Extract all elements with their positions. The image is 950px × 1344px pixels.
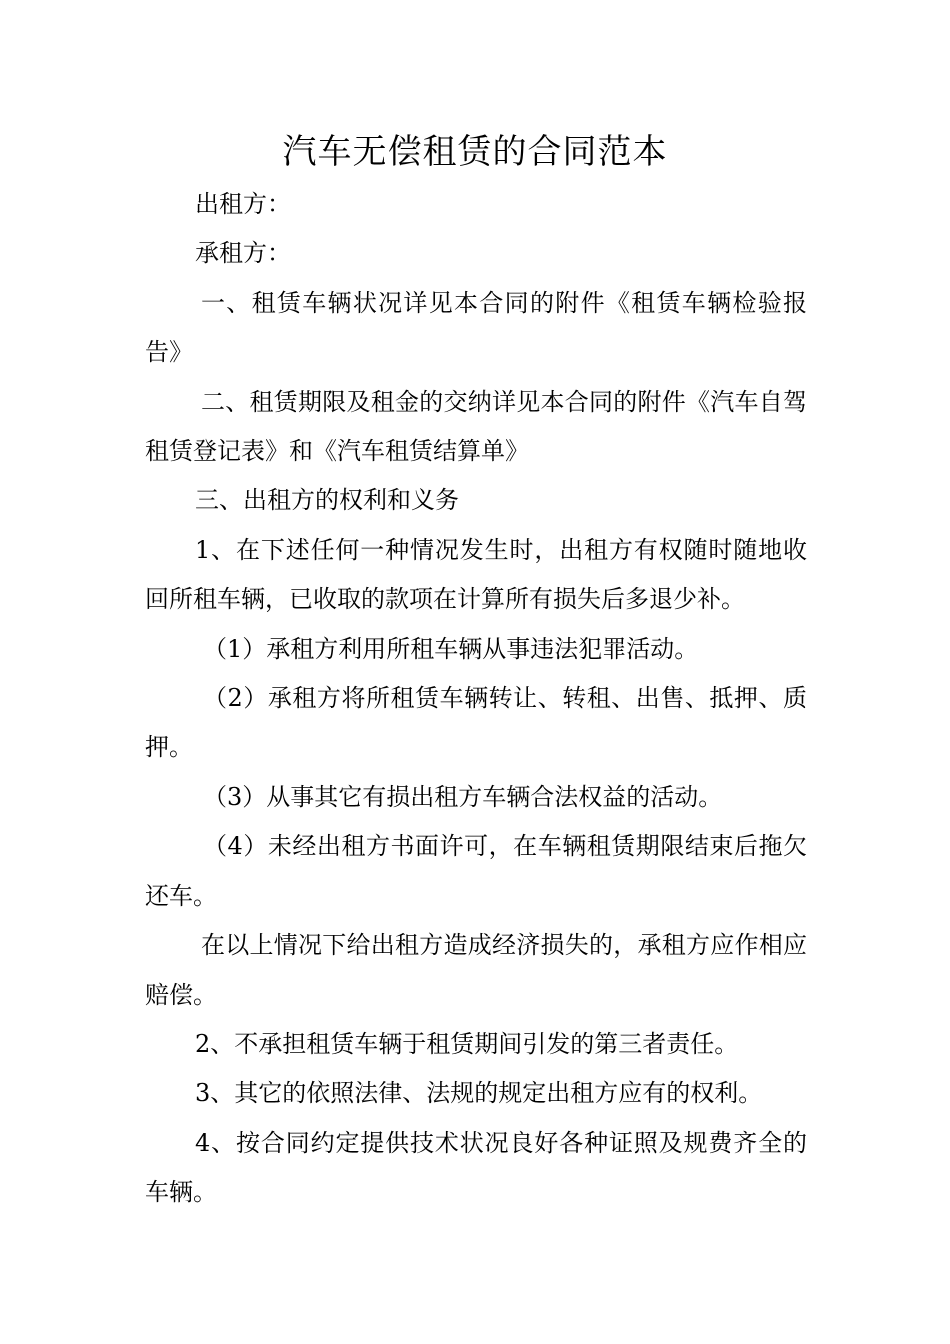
paragraph-item-1: 1、在下述任何一种情况发生时，出租方有权随时随地收回所租车辆，已收取的款项在计算所有损失后多退少补。 [145,535,807,614]
paragraph-subitem-4: （4）未经出租方书面许可，在车辆租赁期限结束后拖欠还车。 [145,832,807,910]
document-body [145,180,807,1218]
paragraph-lessor: 出租方： [195,190,291,218]
paragraph-subitem-1: （1）承租方利用所租车辆从事违法犯罪活动。 [203,634,699,663]
paragraph-item-3: 3、其它的依照法律、法规的规定出租方应有的权利。 [195,1079,763,1108]
paragraph-compensation: 在以上情况下给出租方造成经济损失的，承租方应作相应赔偿。 [145,931,807,1009]
paragraph-item-2: 2、不承担租赁车辆于租赁期间引发的第三者责任。 [195,1029,739,1058]
paragraph-lessee: 承租方： [195,239,291,268]
paragraph-clause-3-heading: 三、出租方的权利和义务 [195,486,459,515]
paragraph-subitem-2: （2）承租方将所租赁车辆转让、转租、出售、抵押、质押。 [145,684,807,762]
document-title: 汽车无偿租赁的合同范本 [282,132,668,172]
paragraph-clause-2: 二、租赁期限及租金的交纳详见本合同的附件《汽车自驾租赁登记表》和《汽车租赁结算单》 [145,387,807,466]
paragraph-item-4: 4、按合同约定提供技术状况良好各种证照及规费齐全的车辆。 [145,1128,807,1207]
paragraph-subitem-3: （3）从事其它有损出租方车辆合法权益的活动。 [203,782,723,811]
paragraph-clause-1: 一、租赁车辆状况详见本合同的附件《租赁车辆检验报告》 [145,288,807,367]
